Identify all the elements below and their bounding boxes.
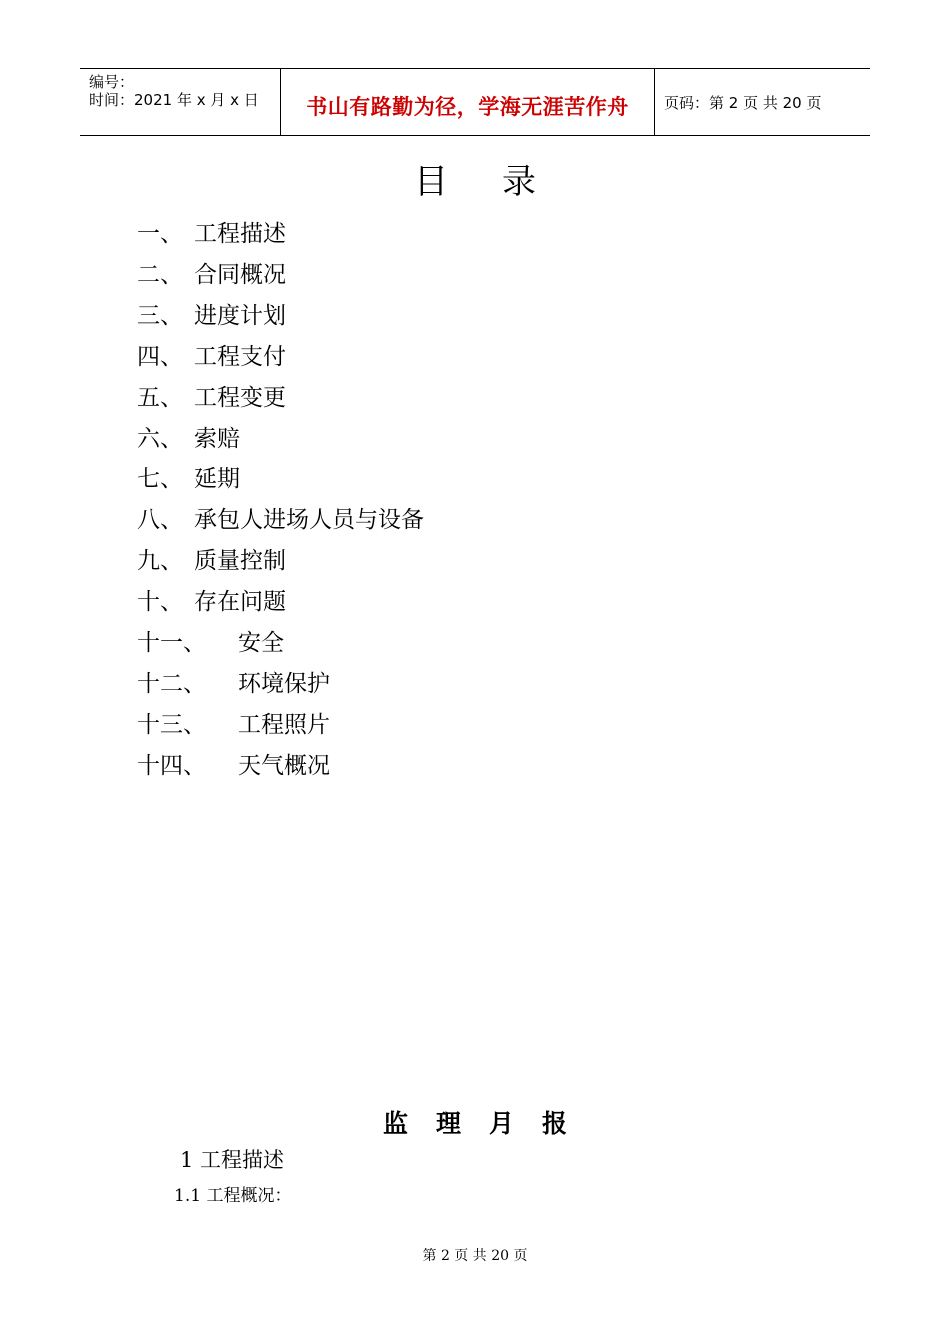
motto-text: 书山有路勤为径，学海无涯苦作舟 — [306, 95, 629, 119]
toc-item-number: 十一、 — [137, 630, 206, 656]
toc-item-number: 一、 — [137, 221, 183, 247]
toc-item-number: 十、 — [137, 589, 183, 615]
section-heading: 1 工程描述 — [180, 1148, 285, 1172]
toc-item-label: 工程支付 — [194, 344, 286, 370]
toc-item-number: 五、 — [137, 385, 183, 411]
toc-item-label: 进度计划 — [194, 303, 286, 329]
toc-item — [137, 628, 284, 658]
toc-item-number: 九、 — [137, 548, 183, 574]
page-info: 页码：第 2 页 共 20 页 — [664, 94, 822, 112]
toc-item — [137, 301, 286, 331]
toc-item — [137, 669, 330, 699]
toc-item-label: 质量控制 — [194, 548, 286, 574]
toc-item-number: 七、 — [137, 466, 183, 492]
toc-item — [137, 342, 286, 372]
toc-title-part2: 录 — [502, 162, 536, 202]
toc-item — [137, 587, 286, 617]
toc-item — [137, 424, 240, 454]
toc-title — [0, 160, 950, 204]
subsection-heading: 1.1 工程概况： — [174, 1186, 292, 1206]
toc-item-label: 工程照片 — [238, 712, 330, 738]
number-label: 编号： — [89, 73, 135, 91]
toc-title-part1: 目 — [414, 162, 448, 202]
toc-item-label: 工程描述 — [194, 221, 286, 247]
toc-item-label: 延期 — [194, 466, 240, 492]
toc-item-label: 天气概况 — [238, 753, 330, 779]
toc-item-number: 三、 — [137, 303, 183, 329]
toc-item-number: 四、 — [137, 344, 183, 370]
toc-item — [137, 546, 286, 576]
toc-item-number: 十二、 — [137, 671, 206, 697]
toc-item-number: 二、 — [137, 262, 183, 288]
toc-item — [137, 505, 424, 535]
toc-item — [137, 464, 240, 494]
toc-item-label: 存在问题 — [194, 589, 286, 615]
time-label: 时间：2021 年 x 月 x 日 — [89, 91, 259, 109]
toc-item-label: 合同概况 — [194, 262, 286, 288]
header-motto-cell — [281, 69, 655, 135]
header-right-cell — [655, 69, 870, 135]
toc-item — [137, 260, 286, 290]
toc-item-label: 工程变更 — [194, 385, 286, 411]
toc-item-label: 环境保护 — [238, 671, 330, 697]
toc-item-number: 六、 — [137, 426, 183, 452]
toc-item-label: 索赔 — [194, 426, 240, 452]
toc-item-label: 承包人进场人员与设备 — [194, 507, 424, 533]
page-footer: 第 2 页 共 20 页 — [422, 1248, 528, 1264]
toc-item-label: 安全 — [238, 630, 284, 656]
toc-item-number: 十三、 — [137, 712, 206, 738]
toc-item — [137, 710, 330, 740]
toc-item-number: 八、 — [137, 507, 183, 533]
page-header — [80, 68, 870, 136]
toc-item — [137, 219, 286, 249]
toc-item — [137, 383, 286, 413]
toc-item — [137, 751, 330, 781]
toc-item-number: 十四、 — [137, 753, 206, 779]
report-title: 监理月报 — [382, 1109, 595, 1138]
header-left-cell — [80, 69, 281, 135]
